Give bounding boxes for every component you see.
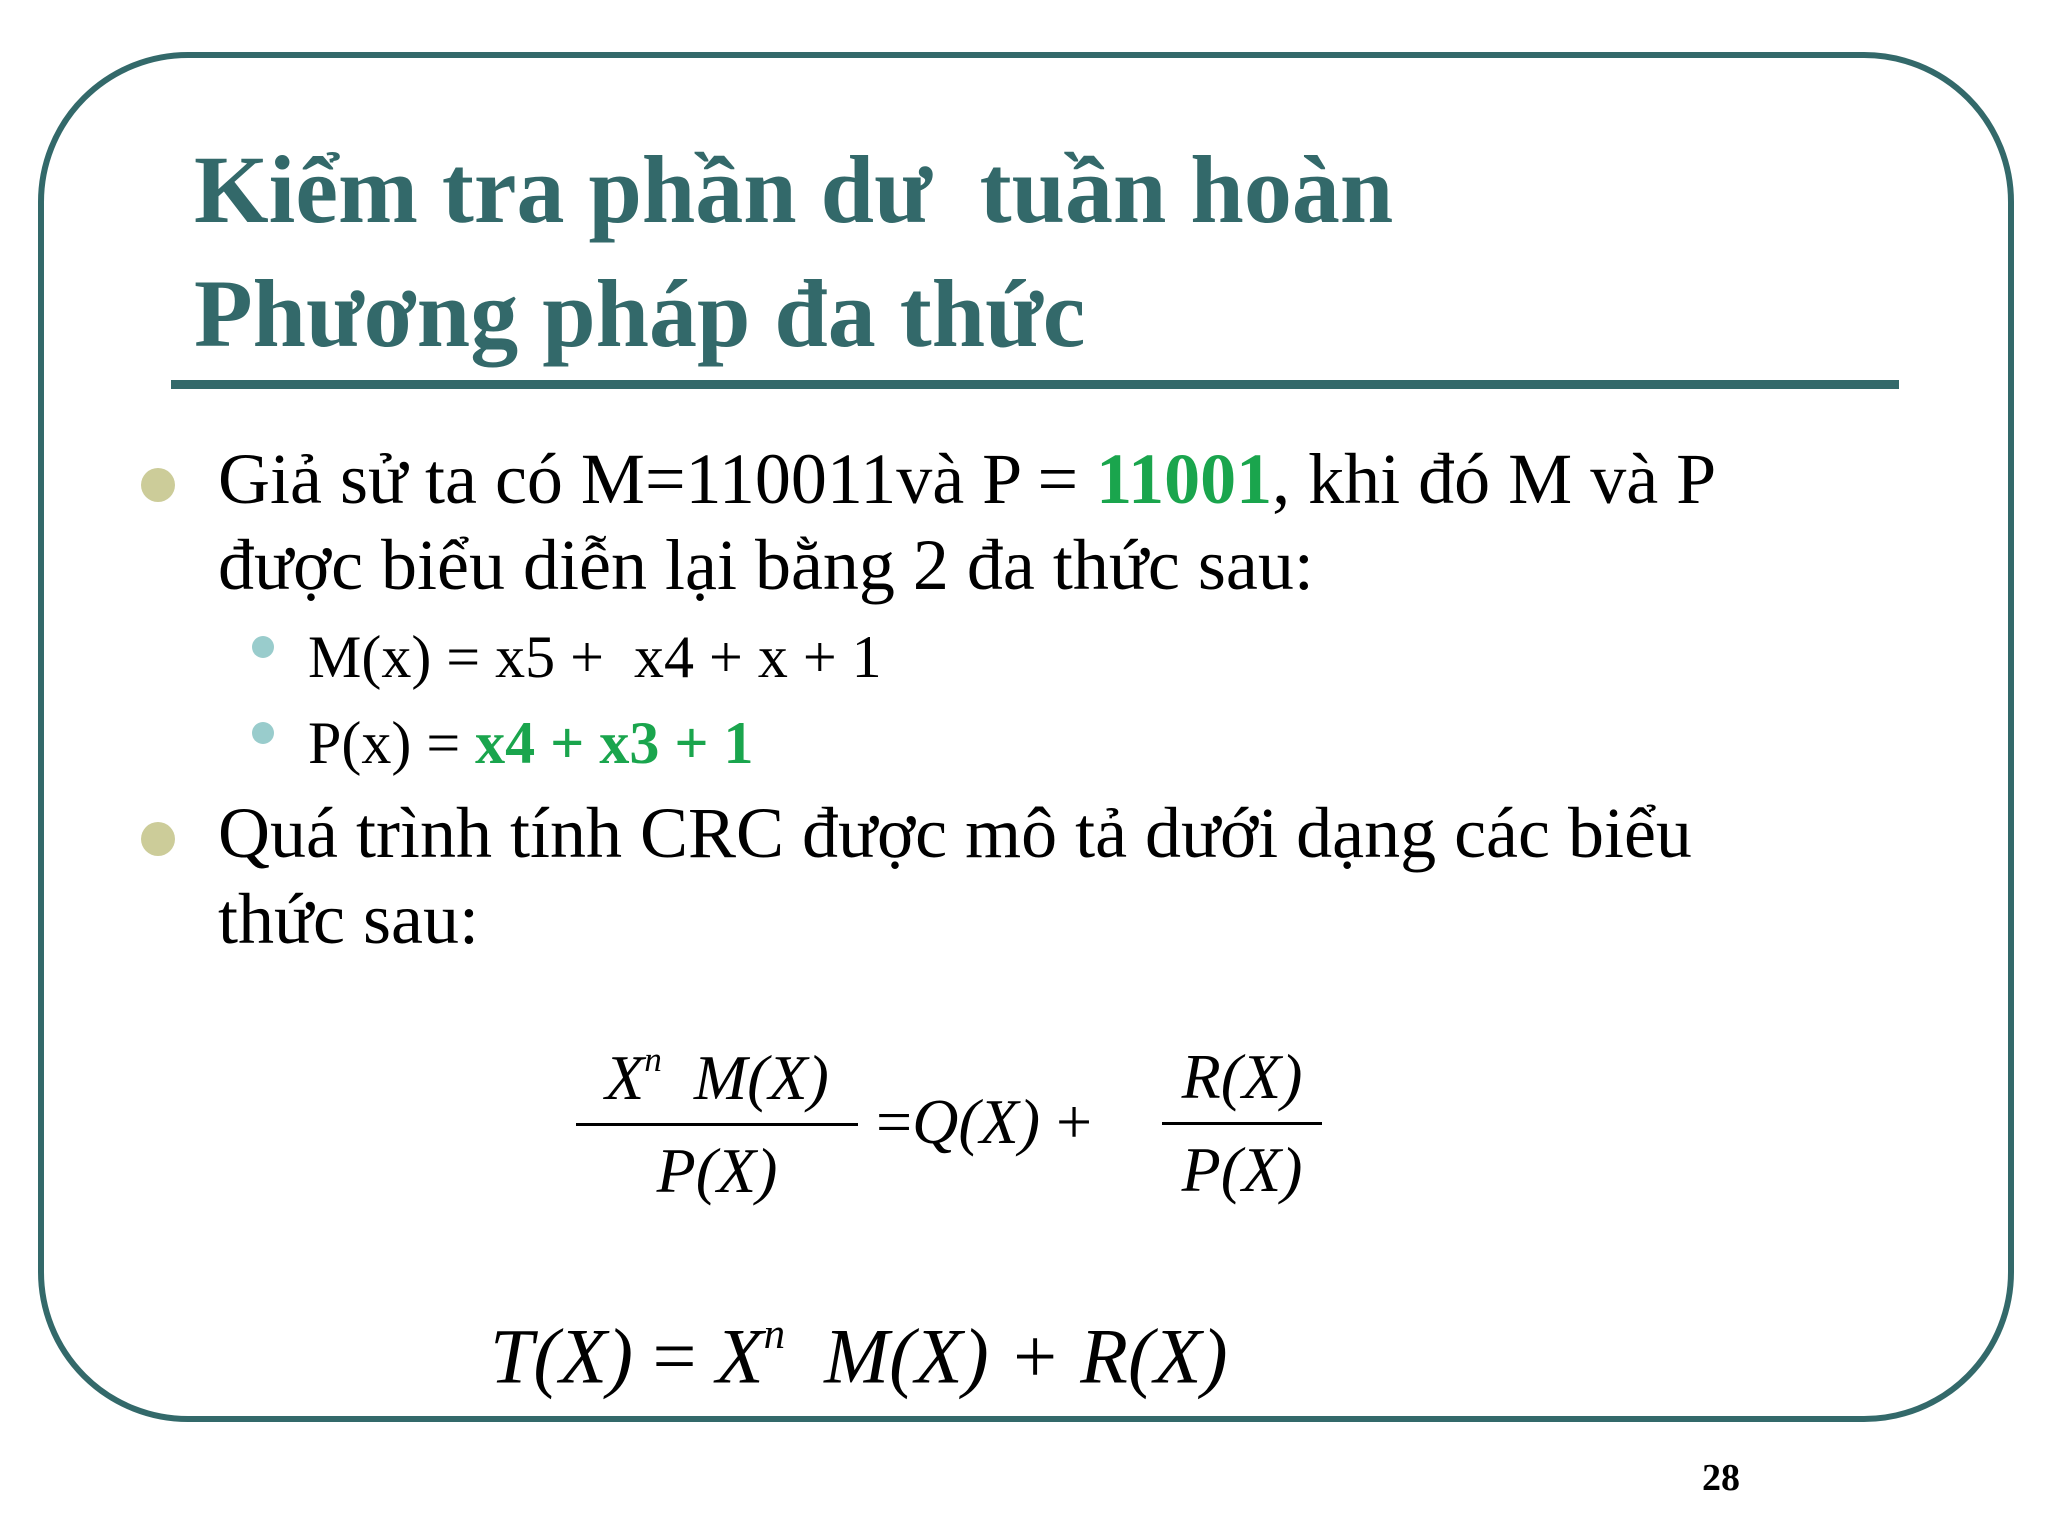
sub-bullet-dot bbox=[252, 722, 274, 744]
bullet-2-line-2: thức sau: bbox=[218, 879, 479, 959]
title-divider bbox=[171, 380, 1899, 389]
formula-middle: =Q(X) + bbox=[876, 1086, 1109, 1157]
page-number: 28 bbox=[1702, 1457, 1740, 1499]
bullet-text-1 bbox=[218, 436, 1938, 608]
lhs-denominator: P(X) bbox=[656, 1135, 778, 1207]
bullet-1-line-1: Giả sử ta có M=110011và P = 11001, khi đó M và P bbox=[218, 439, 1717, 519]
sub-bullet-px: P(x) = x4 + x3 + 1 bbox=[308, 710, 754, 776]
rhs-numerator: R(X) bbox=[1181, 1041, 1303, 1112]
p-value-highlight: 11001 bbox=[1096, 439, 1273, 519]
sub-bullet-mx: M(x) = x5 + x4 + x + 1 bbox=[308, 624, 882, 690]
lhs-numerator: $X^n$ M(X) bbox=[605, 1040, 829, 1114]
bullet-dot bbox=[141, 468, 175, 502]
rhs-fraction bbox=[1162, 1040, 1322, 1207]
bullet-dot bbox=[141, 822, 175, 856]
title-line-2: Phương pháp đa thức bbox=[194, 260, 1086, 367]
bullet-2-line-1: Quá trình tính CRC được mô tả dưới dạng các biểu bbox=[218, 793, 1692, 873]
rhs-denominator: P(X) bbox=[1181, 1134, 1303, 1205]
sub-bullet-dot bbox=[252, 636, 274, 658]
fraction-bar bbox=[576, 1123, 858, 1126]
title-line-1: Kiểm tra phần dư tuần hoàn bbox=[194, 136, 1394, 243]
fraction-bar bbox=[1162, 1122, 1322, 1125]
transmitted-frame-formula: $T(X) = X^n$ M(X) + R(X) bbox=[490, 1311, 1228, 1400]
slide-title bbox=[194, 128, 1393, 376]
bullet-1-line-2: được biểu diễn lại bằng 2 đa thức sau: bbox=[218, 525, 1314, 605]
bullet-text-2 bbox=[218, 790, 1938, 962]
lhs-fraction bbox=[576, 1040, 858, 1208]
